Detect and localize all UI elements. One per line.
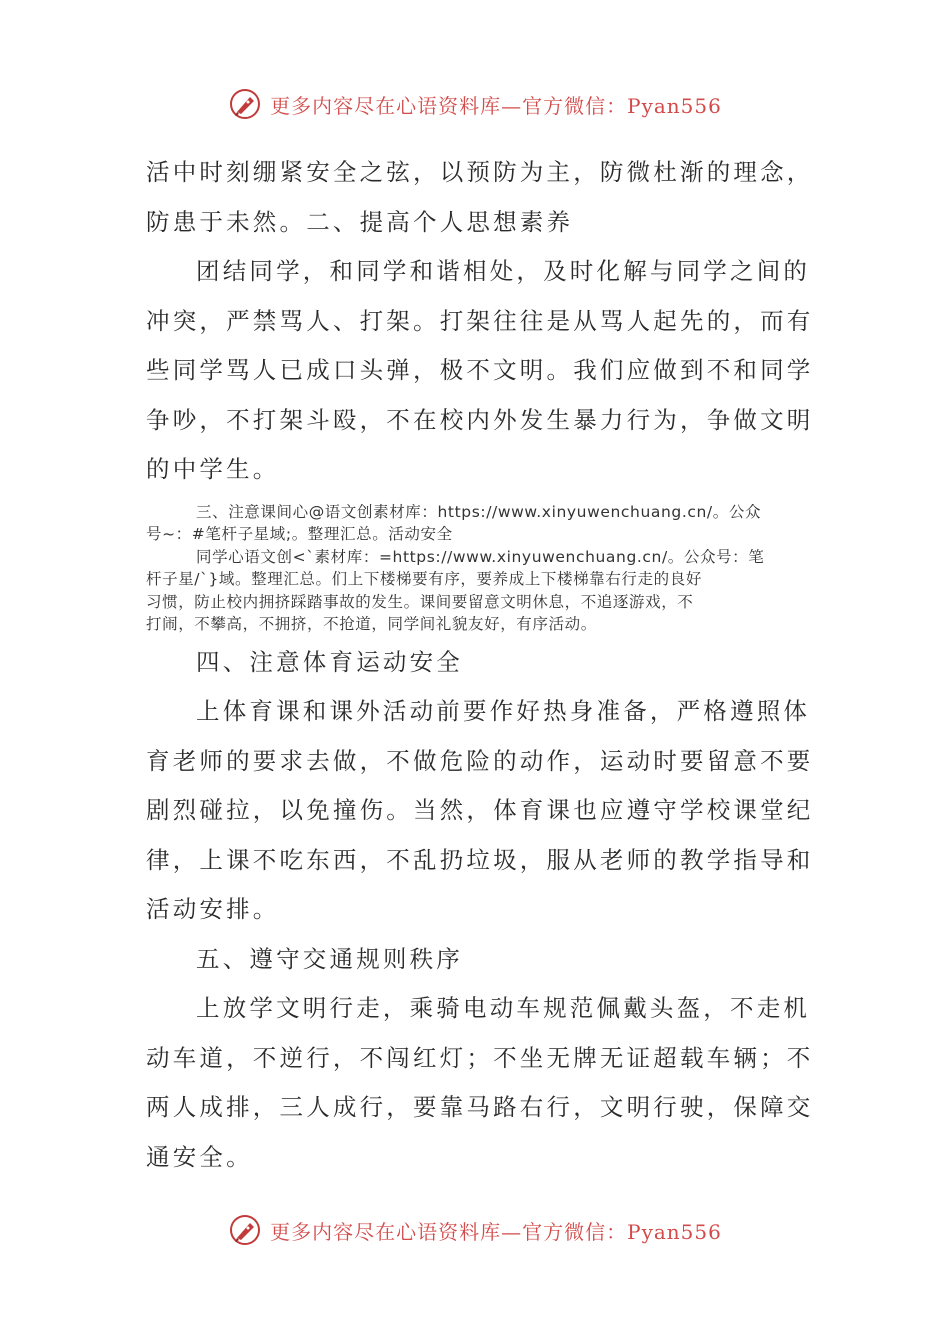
text-line: 两人成排，三人成行，要靠马路右行，文明行驶，保障交 [146, 1093, 814, 1121]
text-line: 剧烈碰拉，以免撞伤。当然，体育课也应遵守学校课堂纪 [146, 796, 814, 824]
text-line: 上体育课和课外活动前要作好热身准备，严格遵照体 [196, 697, 811, 725]
small-text-line: 习惯，防止校内拥挤踩踏事故的发生。课间要留意文明休息，不追逐游戏，不 [146, 592, 694, 611]
text-line: 的中学生。 [146, 455, 280, 483]
pen-nib-icon [228, 1213, 262, 1247]
small-text-line: 打闹，不攀高，不拥挤，不抢道，同学间礼貌友好，有序活动。 [146, 615, 597, 633]
text-line: 上放学文明行走，乘骑电动车规范佩戴头盔，不走机 [196, 994, 811, 1022]
section-heading: 五、遵守交通规则秩序 [196, 944, 463, 973]
text-line: 律，上课不吃东西，不乱扔垃圾，服从老师的教学指导和 [146, 845, 814, 874]
footer-banner [0, 1210, 950, 1250]
banner-text: 更多内容尽在心语资料库—官方微信：Pyan556 [270, 93, 722, 118]
text-line: 些同学骂人已成口头弹，极不文明。我们应做到不和同学 [146, 356, 814, 384]
text-line: 活中时刻绷紧安全之弦，以预防为主，防微杜渐的理念， [146, 158, 814, 186]
header-banner [0, 84, 950, 124]
watermark-text-block [146, 501, 806, 636]
text-line: 活动安排。 [146, 895, 280, 923]
small-text-line: 同学心语文创<`素材库：=https://www.xinyuwenchuang.cn/。公众号：笔 [196, 547, 765, 566]
text-line: 通安全。 [146, 1142, 253, 1171]
document-body [146, 148, 814, 1182]
small-text-line: 杆子星/`}域。整理汇总。们上下楼梯要有序，要养成上下楼梯靠右行走的良好 [146, 570, 702, 588]
text-line: 防患于未然。二、提高个人思想素养 [146, 207, 574, 236]
small-text-line: 号~：#笔杆子星域;。整理汇总。活动安全 [146, 525, 453, 543]
section-heading: 四、注意体育运动安全 [196, 647, 463, 676]
text-line: 争吵，不打架斗殴，不在校内外发生暴力行为，争做文明 [146, 405, 814, 434]
pen-nib-icon [228, 87, 262, 121]
banner-text: 更多内容尽在心语资料库—官方微信：Pyan556 [270, 1219, 722, 1244]
text-line: 育老师的要求去做，不做危险的动作，运动时要留意不要 [146, 746, 814, 775]
small-text-line: 三、注意课间心@语文创素材库：https://www.xinyuwenchuang.cn/。公众 [196, 502, 762, 521]
text-line: 冲突，严禁骂人、打架。打架往往是从骂人起先的，而有 [146, 306, 814, 335]
text-line: 动车道，不逆行，不闯红灯；不坐无牌无证超载车辆；不 [146, 1043, 814, 1072]
text-line: 团结同学，和同学和谐相处，及时化解与同学之间的 [196, 257, 811, 285]
